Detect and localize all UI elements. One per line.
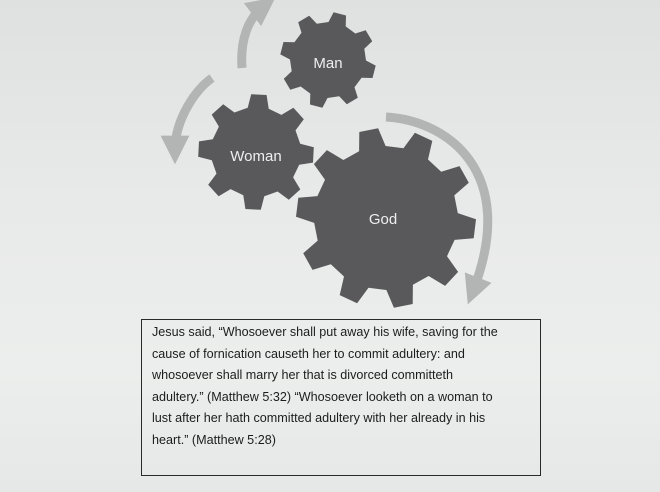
quote-line: whosoever shall marry her that is divorced committeth xyxy=(152,368,453,382)
gear-label-woman: Woman xyxy=(230,148,282,165)
quote-line: cause of fornication causeth her to commit adultery: and xyxy=(152,346,465,361)
scripture-quote-text xyxy=(152,322,534,451)
arrow-man-to-god xyxy=(242,6,264,68)
gear-label-god: God xyxy=(368,211,398,228)
arrow-woman-to-man xyxy=(175,78,212,150)
gear-label-man: Man xyxy=(313,55,343,72)
scripture-quote-box xyxy=(141,319,541,476)
quote-line: adultery.” (Matthew 5:32) “Whosoever looketh on a woman to xyxy=(152,389,493,404)
quote-line: heart.” (Matthew 5:28) xyxy=(152,432,276,447)
quote-line: lust after her hath committed adultery with her already in his xyxy=(152,411,486,425)
quote-line: Jesus said, “Whosoever shall put away his wife, saving for the xyxy=(152,325,498,339)
